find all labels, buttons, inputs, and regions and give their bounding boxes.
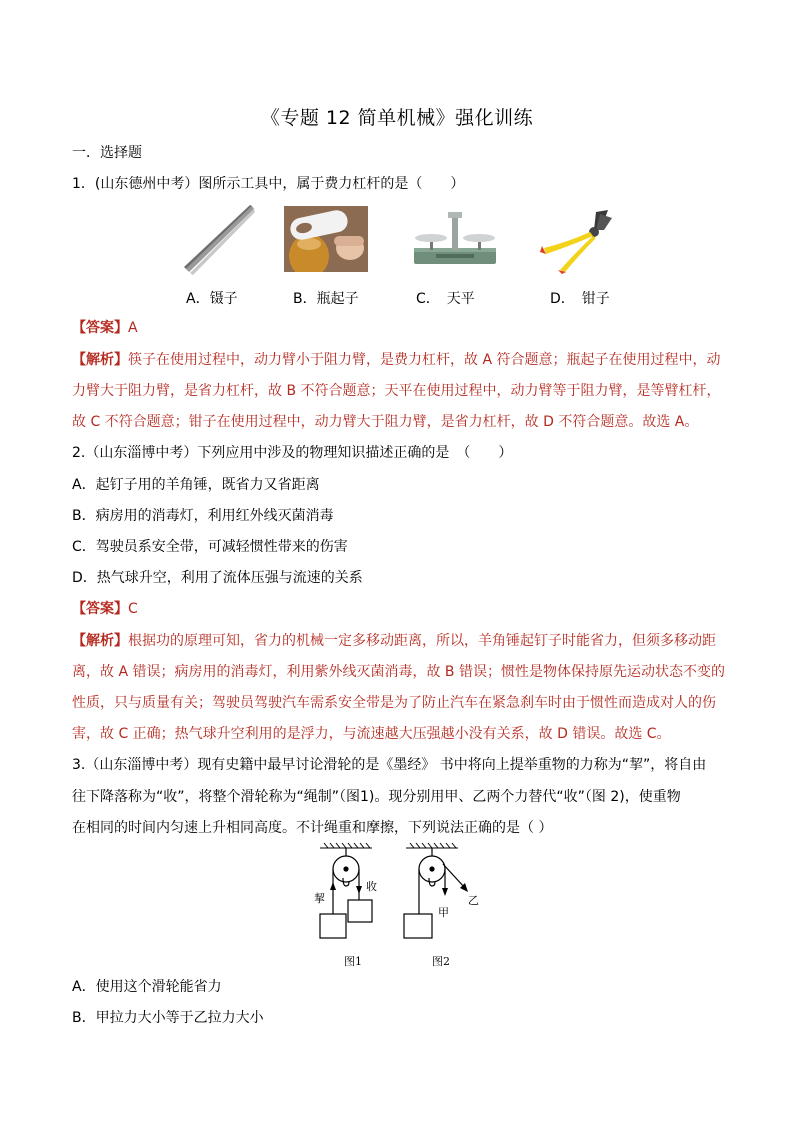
analysis-tag: 【解析】 — [72, 352, 128, 368]
page-title: 《专题 12 简单机械》强化训练 — [260, 107, 534, 129]
q2-analysis-line: 离，故 A 错误；病房用的消毒灯，利用紫外线灭菌消毒，故 B 错误；惯性是物体保持原先运动状态不变的 — [72, 664, 725, 680]
label-shou: 收 — [366, 880, 377, 893]
answer-value: A — [128, 320, 138, 336]
answer-tag: 【答案】 — [72, 320, 128, 336]
fig1-ceiling — [320, 843, 372, 848]
label-yi: 乙 — [468, 894, 479, 907]
q2-stem: 2.（山东淄博中考）下列应用中涉及的物理知识描述正确的是 （ ） — [72, 445, 513, 461]
analysis-tag: 【解析】 — [72, 633, 128, 649]
option-d-caption: D． 钳子 — [550, 291, 610, 307]
q2-option-a: A．起钉子用的羊角锤，既省力又省距离 — [72, 477, 320, 493]
tweezers-image — [180, 203, 256, 275]
q2-option-b: B．病房用的消毒灯，利用红外线灭菌消毒 — [72, 508, 334, 524]
q3-option-a: A．使用这个滑轮能省力 — [72, 979, 222, 995]
label-jia: 甲 — [438, 906, 449, 919]
fig1-weight — [320, 914, 346, 938]
bottle-opener-image — [284, 206, 368, 272]
fig1-down-arrow — [356, 886, 362, 894]
fig2-weight — [404, 914, 432, 938]
option-c-caption: C． 天平 — [416, 291, 475, 307]
q3-stem-line: 3.（山东淄博中考）现有史籍中最早讨论滑轮的是《墨经》 书中将向上提举重物的力称为“挈”，将自由 — [72, 757, 707, 773]
q3-stem-line: 往下降落称为“收”，将整个滑轮称为“绳制”（图1)。现分别用甲、乙两个力替代“收”（图 2)，使重物 — [72, 789, 681, 805]
section-heading: 一．选择题 — [72, 145, 142, 161]
q1-analysis-line — [72, 350, 732, 370]
fig1-up-arrow — [330, 882, 336, 890]
pulley-diagram — [310, 842, 490, 970]
figure-2-caption: 图2 — [432, 955, 450, 968]
figure-1-caption: 图1 — [344, 955, 362, 968]
q2-analysis-line: 害，故 C 正确；热气球升空利用的是浮力，与流速越大压强越小没有关系，故 D 错误。故选 C。 — [72, 726, 671, 742]
q3-stem-line: 在相同的时间内匀速上升相同高度。不计绳重和摩擦，下列说法正确的是（ ） — [72, 820, 553, 836]
fig2-ceiling — [406, 843, 458, 848]
q2-option-c: C．驾驶员系安全带，可减轻惯性带来的伤害 — [72, 539, 348, 555]
option-a-caption: A．镊子 — [186, 291, 238, 307]
q1-stem: 1．(山东德州中考）图所示工具中，属于费力杠杆的是（ ） — [72, 176, 465, 192]
q2-analysis-line — [72, 631, 732, 651]
q1-analysis-line: 故 C 不符合题意；钳子在使用过程中，动力臂大于阻力臂，是省力杠杆，故 D 不符合题意。故选 A。 — [72, 414, 699, 430]
balance-scale-image — [408, 208, 502, 270]
label-qie: 挈 — [314, 892, 325, 905]
analysis-text: 根据功的原理可知，省力的机械一定多移动距离，所以，羊角锤起钉子时能省力，但须多移动距 — [128, 633, 716, 649]
q1-answer — [72, 318, 732, 338]
q2-analysis-line: 性质，只与质量有关；驾驶员驾驶汽车需系安全带是为了防止汽车在紧急刹车时由于惯性而造成对人的伤 — [72, 695, 716, 711]
answer-tag: 【答案】 — [72, 601, 128, 617]
q1-analysis-line: 力臂大于阻力臂，是省力杠杆，故 B 不符合题意；天平在使用过程中，动力臂等于阻力臂，是等臂杠杆， — [72, 383, 721, 399]
q2-option-d: D．热气球升空，利用了流体压强与流速的关系 — [72, 570, 363, 586]
pulley-figure — [310, 842, 490, 970]
answer-value: C — [128, 601, 138, 617]
fig1-box — [348, 900, 372, 922]
q3-option-b: B．甲拉力大小等于乙拉力大小 — [72, 1010, 264, 1026]
fig2-jia-arrow — [442, 888, 448, 896]
pliers-image — [538, 208, 614, 274]
analysis-text: 筷子在使用过程中，动力臂小于阻力臂，是费力杠杆，故 A 符合题意；瓶起子在使用过程中，动 — [128, 352, 721, 368]
q2-answer — [72, 599, 732, 619]
option-b-caption: B．瓶起子 — [293, 291, 359, 307]
